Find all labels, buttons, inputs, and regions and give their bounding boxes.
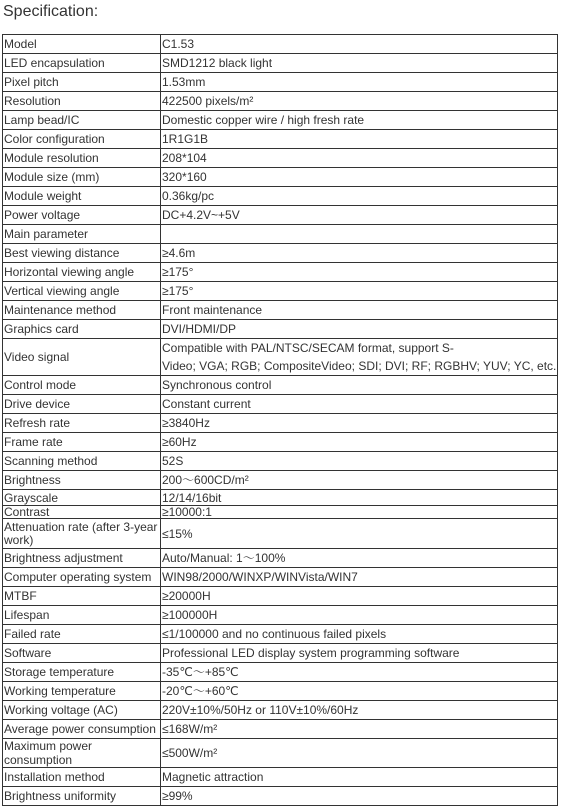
spec-label: Power voltage xyxy=(3,206,161,225)
spec-label: Model xyxy=(3,35,161,54)
spec-label: Lamp bead/IC xyxy=(3,111,161,130)
table-row xyxy=(3,54,558,73)
table-row xyxy=(3,376,558,395)
spec-label: Computer operating system xyxy=(3,568,161,587)
table-row xyxy=(3,73,558,92)
spec-value xyxy=(161,339,558,376)
spec-value: 422500 pixels/m² xyxy=(161,92,558,111)
spec-value: Domestic copper wire / high fresh rate xyxy=(161,111,558,130)
table-row xyxy=(3,225,558,244)
spec-label: Video signal xyxy=(3,339,161,376)
spec-label: Installation method xyxy=(3,768,161,787)
spec-label: Brightness adjustment xyxy=(3,549,161,568)
spec-label: LED encapsulation xyxy=(3,54,161,73)
spec-value: SMD1212 black light xyxy=(161,54,558,73)
table-row xyxy=(3,506,558,519)
table-row xyxy=(3,644,558,663)
spec-label: Module weight xyxy=(3,187,161,206)
spec-value: ≥60Hz xyxy=(161,433,558,452)
table-row xyxy=(3,149,558,168)
spec-value: DVI/HDMI/DP xyxy=(161,320,558,339)
spec-value: ≤15% xyxy=(161,519,558,549)
table-row xyxy=(3,92,558,111)
spec-value: WIN98/2000/WINXP/WINVista/WIN7 xyxy=(161,568,558,587)
spec-label: Working voltage (AC) xyxy=(3,701,161,720)
table-row xyxy=(3,452,558,471)
spec-value: Professional LED display system programming software xyxy=(161,644,558,663)
spec-label: Brightness xyxy=(3,471,161,490)
spec-label: Lifespan xyxy=(3,606,161,625)
spec-label: Contrast xyxy=(3,506,161,519)
spec-value: Constant current xyxy=(161,395,558,414)
table-row xyxy=(3,720,558,739)
spec-label: Maximum power consumption xyxy=(3,739,161,768)
spec-value: ≤500W/m² xyxy=(161,739,558,768)
table-row xyxy=(3,471,558,490)
spec-value: 0.36kg/pc xyxy=(161,187,558,206)
table-row xyxy=(3,206,558,225)
spec-value: 220V±10%/50Hz or 110V±10%/60Hz xyxy=(161,701,558,720)
spec-value: ≥175° xyxy=(161,263,558,282)
spec-label: Refresh rate xyxy=(3,414,161,433)
spec-label: Graphics card xyxy=(3,320,161,339)
spec-label: Best viewing distance xyxy=(3,244,161,263)
table-row xyxy=(3,414,558,433)
spec-label: Pixel pitch xyxy=(3,73,161,92)
table-row xyxy=(3,625,558,644)
spec-label: Color configuration xyxy=(3,130,161,149)
spec-value: Front maintenance xyxy=(161,301,558,320)
spec-label: Grayscale xyxy=(3,490,161,506)
spec-value-line: Video; VGA; RGB; CompositeVideo; SDI; DVI; RF; RGBHV; YUV; YC, etc. xyxy=(162,359,557,373)
spec-label: Horizontal viewing angle xyxy=(3,263,161,282)
spec-value: Synchronous control xyxy=(161,376,558,395)
spec-value xyxy=(161,225,558,244)
table-row xyxy=(3,282,558,301)
spec-value: -20℃～+60℃ xyxy=(161,682,558,701)
table-row xyxy=(3,549,558,568)
spec-value: ≤1/100000 and no continuous failed pixels xyxy=(161,625,558,644)
table-row xyxy=(3,787,558,806)
spec-value: 208*104 xyxy=(161,149,558,168)
spec-value: ≥99% xyxy=(161,787,558,806)
spec-label: Average power consumption xyxy=(3,720,161,739)
spec-label: Scanning method xyxy=(3,452,161,471)
spec-label: Frame rate xyxy=(3,433,161,452)
spec-value: 12/14/16bit xyxy=(161,490,558,506)
spec-value: DC+4.2V~+5V xyxy=(161,206,558,225)
spec-label: Resolution xyxy=(3,92,161,111)
table-row xyxy=(3,606,558,625)
spec-value: 1R1G1B xyxy=(161,130,558,149)
page-title: Specification: xyxy=(3,3,99,20)
table-row xyxy=(3,168,558,187)
spec-value: ≥175° xyxy=(161,282,558,301)
spec-value: ≥20000H xyxy=(161,587,558,606)
table-row xyxy=(3,244,558,263)
spec-value: 52S xyxy=(161,452,558,471)
spec-label: Software xyxy=(3,644,161,663)
table-row xyxy=(3,35,558,54)
table-row xyxy=(3,130,558,149)
table-row xyxy=(3,320,558,339)
table-row xyxy=(3,301,558,320)
spec-label: Vertical viewing angle xyxy=(3,282,161,301)
spec-value: 200～600CD/m² xyxy=(161,471,558,490)
table-row xyxy=(3,587,558,606)
spec-label: Storage temperature xyxy=(3,663,161,682)
table-row xyxy=(3,339,558,376)
spec-label: MTBF xyxy=(3,587,161,606)
spec-value: ≥100000H xyxy=(161,606,558,625)
table-row xyxy=(3,187,558,206)
spec-label: Brightness uniformity xyxy=(3,787,161,806)
table-row xyxy=(3,263,558,282)
spec-value: 320*160 xyxy=(161,168,558,187)
table-row xyxy=(3,395,558,414)
spec-value: ≥3840Hz xyxy=(161,414,558,433)
table-row xyxy=(3,739,558,768)
table-row xyxy=(3,433,558,452)
spec-value: 1.53mm xyxy=(161,73,558,92)
table-row xyxy=(3,768,558,787)
spec-label: Module resolution xyxy=(3,149,161,168)
spec-value: Magnetic attraction xyxy=(161,768,558,787)
spec-label: Module size (mm) xyxy=(3,168,161,187)
spec-label: Failed rate xyxy=(3,625,161,644)
spec-value-line: Compatible with PAL/NTSC/SECAM format, support S- xyxy=(162,341,454,355)
spec-value: Auto/Manual: 1～100% xyxy=(161,549,558,568)
spec-label: Control mode xyxy=(3,376,161,395)
table-row xyxy=(3,519,558,549)
table-row xyxy=(3,111,558,130)
table-row xyxy=(3,701,558,720)
spec-value: ≥10000:1 xyxy=(161,506,558,519)
table-row xyxy=(3,663,558,682)
spec-value: -35℃～+85℃ xyxy=(161,663,558,682)
spec-value: ≥4.6m xyxy=(161,244,558,263)
specification-table xyxy=(2,34,558,806)
spec-value: ≤168W/m² xyxy=(161,720,558,739)
spec-label: Working temperature xyxy=(3,682,161,701)
spec-label: Attenuation rate (after 3-year work) xyxy=(3,519,161,549)
spec-label: Maintenance method xyxy=(3,301,161,320)
spec-label: Drive device xyxy=(3,395,161,414)
table-row xyxy=(3,568,558,587)
table-row xyxy=(3,490,558,506)
table-row xyxy=(3,682,558,701)
spec-value: C1.53 xyxy=(161,35,558,54)
spec-label: Main parameter xyxy=(3,225,161,244)
